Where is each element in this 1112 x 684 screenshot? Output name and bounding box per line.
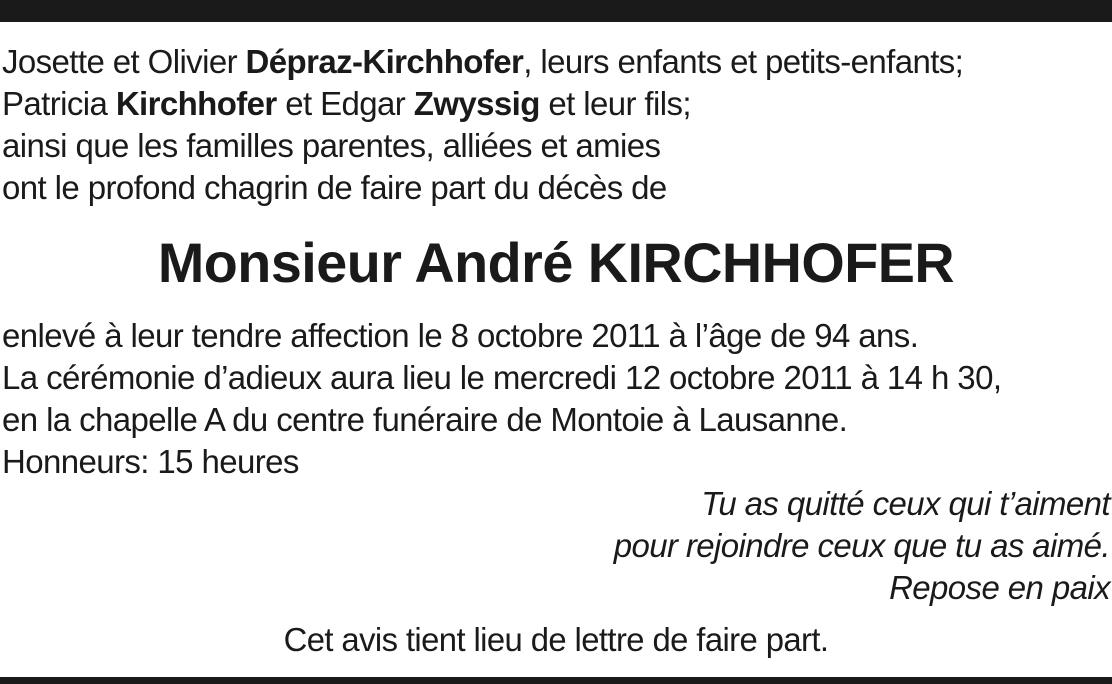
family-line-3-text: ainsi que les familles parentes, alliées et amies (2, 127, 661, 164)
family-line-1-part-3: , leurs enfants et petits-enfants; (523, 43, 964, 80)
family-line-1 (2, 42, 963, 82)
poem-line-2: pour rejoindre ceux que tu as aimé. (613, 527, 1110, 564)
family-line-2-name-2: Zwyssig (413, 85, 540, 122)
family-line-1-part-1: Josette et Olivier (2, 43, 246, 80)
family-line-3 (2, 126, 660, 166)
poem-line-1: Tu as quitté ceux qui t’aiment (701, 485, 1110, 522)
family-line-2-name-1: Kirchhofer (115, 85, 277, 122)
family-line-2-part-5: et leur fils; (539, 85, 691, 122)
family-line-2-part-3: et Edgar (276, 85, 414, 122)
footer-notice: Cet avis tient lieu de lettre de faire part. (283, 621, 829, 658)
details-line-2: La cérémonie d’adieux aura lieu le mercredi 12 octobre 2011 à 14 h 30, (2, 359, 1002, 396)
bottom-rule (0, 677, 1112, 684)
family-line-2-part-1: Patricia (2, 85, 116, 122)
family-line-1-name: Dépraz-Kirchhofer (245, 43, 524, 80)
family-line-4-text: ont le profond chagrin de faire part du décès de (2, 169, 667, 206)
details-line-3: en la chapelle A du centre funéraire de Montoie à Lausanne. (2, 401, 848, 438)
deceased-name: Monsieur André KIRCHHOFER (157, 231, 955, 294)
details-line-1: enlevé à leur tendre affection le 8 octobre 2011 à l’âge de 94 ans. (2, 317, 919, 354)
family-line-4 (2, 168, 667, 208)
details-line-4: Honneurs: 15 heures (2, 443, 299, 480)
family-line-2 (2, 84, 691, 124)
top-rule (0, 0, 1112, 22)
poem-line-3: Repose en paix (889, 569, 1110, 606)
